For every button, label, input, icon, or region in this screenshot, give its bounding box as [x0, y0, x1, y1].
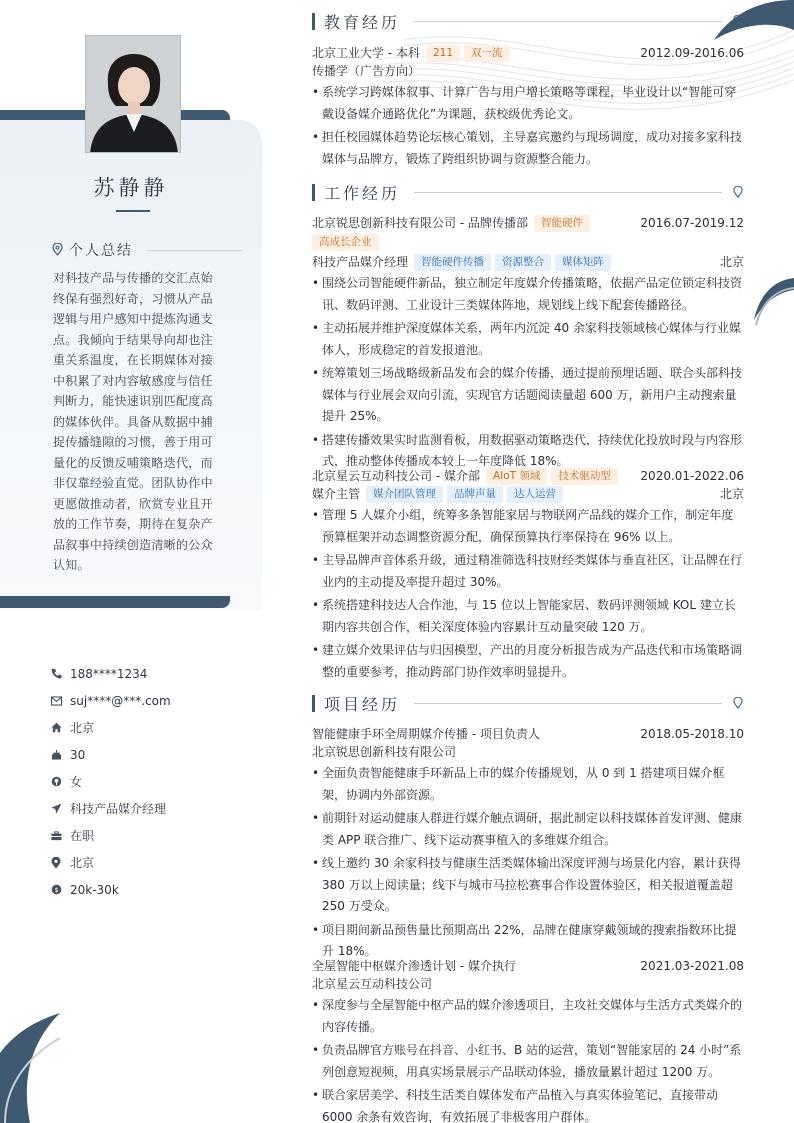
section-rule	[414, 703, 722, 704]
role-tag: 媒体矩阵	[555, 254, 611, 271]
project-name-row	[312, 725, 744, 743]
location-pin-icon	[732, 15, 744, 27]
salary-icon	[50, 884, 62, 896]
contact-text: 20k-30k	[70, 882, 119, 897]
home-icon	[50, 722, 62, 734]
contact-phone	[50, 660, 250, 687]
education-major-row	[312, 62, 744, 80]
project-bullets	[312, 995, 744, 1123]
left-sidebar	[0, 0, 262, 1123]
contact-text: 科技产品媒介经理	[70, 802, 167, 816]
contact-salary	[50, 876, 250, 903]
bullet-item: • 围绕公司智能硬件新品，独立制定年度媒介传播策略，依据产品定位锁定科技资讯、数码评测、工业设计三类媒体阵地，规划线上线下配套传播路径。	[312, 273, 744, 316]
job-role: 科技产品媒介经理	[312, 255, 409, 269]
project-date: 2018.05-2018.10	[640, 727, 744, 741]
education-school-row	[312, 44, 744, 62]
mail-icon	[50, 695, 62, 707]
company-name: 北京星云互动科技公司 - 媒介部	[312, 469, 480, 483]
gender-icon	[50, 776, 62, 788]
contact-text: 30	[70, 747, 86, 762]
role-tag: 资源整合	[495, 254, 551, 271]
summary-header-rule	[147, 250, 242, 251]
work-section-header	[312, 182, 744, 202]
work-entry-2	[312, 467, 744, 683]
contact-email	[50, 687, 250, 714]
education-date: 2012.09-2016.06	[640, 46, 744, 60]
section-rule	[414, 192, 722, 193]
job-bullets	[312, 505, 744, 683]
contact-status	[50, 822, 250, 849]
summary-title: 个人总结	[69, 243, 133, 259]
bullet-item: • 管理 5 人媒介小组，统筹多条智能家居与物联网产品线的媒介工作，制定年度预算框架并动态调整资源分配，确保预算执行率保持在 96% 以上。	[312, 505, 744, 548]
job-company-row	[312, 467, 744, 485]
job-bullets	[312, 273, 744, 473]
contact-list	[50, 660, 250, 903]
bullet-item: • 联合家居美学、科技生活类自媒体发布产品植入与真实体验笔记，直接带动 6000 余条有效咨询，有效拓展了非极客用户群体。	[312, 1085, 744, 1123]
contact-gender	[50, 768, 250, 795]
bullet-item: • 系统学习跨媒体叙事、计算广告与用户增长策略等课程，毕业设计以“智能可穿戴设备媒介通路优化”为课题，获校级优秀论文。	[312, 82, 744, 125]
location-icon	[50, 857, 62, 869]
briefcase-icon	[50, 830, 62, 842]
job-role-row	[312, 253, 744, 271]
job-date: 2020.01-2022.06	[640, 469, 744, 483]
company-name: 北京锐思创新科技有限公司 - 品牌传播部	[312, 216, 528, 230]
section-accent-bar	[312, 184, 315, 201]
bullet-item: • 项目期间新品预售量比预期高出 22%，品牌在健康穿戴领域的搜索指数环比提升 18%。	[312, 920, 744, 963]
bullet-item: • 全面负责智能健康手环新品上市的媒介传播规划，从 0 到 1 搭建项目媒介框架，协调内外部资源。	[312, 763, 744, 806]
section-accent-bar	[312, 13, 315, 30]
cake-icon	[50, 749, 62, 761]
send-icon	[50, 803, 62, 815]
location-pin-icon	[732, 186, 744, 198]
name-divider	[116, 210, 150, 212]
location-pin-icon	[52, 241, 63, 260]
role-tag: 媒介团队管理	[366, 486, 443, 503]
school-tag: 211	[426, 45, 460, 62]
bullet-item: • 前期针对运动健康人群进行媒介触点调研，据此制定以科技媒体首发评测、健康类 APP 联合推广、线下运动赛事植入的多维媒介组合。	[312, 808, 744, 851]
contact-text: suj****@***.com	[70, 693, 171, 708]
role-tag: 品牌声量	[447, 486, 503, 503]
profile-photo	[85, 35, 181, 153]
project-company-row	[312, 975, 744, 993]
projects-section-header	[312, 693, 744, 713]
summary-text: 对科技产品与传播的交汇点始终保有强烈好奇，习惯从产品逻辑与用户感知中提炼沟通支点。我倾向于结果导向却也注重关系温度，在长期媒体对接中积累了对内容敏感度与信任判断力，能快速识别匹配度高的媒体伙伴。具备从数据中捕捉传播缝隙的习惯，善于用可量化的反馈反哺策略迭代，而非仅靠经验直觉。团队协作中更愿做推动者，欣赏专业且开放的工作节奏，期待在复杂产品叙事中持续创造清晰的公众认知。	[53, 271, 213, 572]
section-accent-bar	[312, 695, 315, 712]
bullet-item: • 系统搭建科技达人合作池，与 15 位以上智能家居、数码评测领域 KOL 建立长期内容共创合作，相关深度体验内容累计互动量突破 120 万。	[312, 595, 744, 638]
company-tag: 技术驱动型	[551, 468, 618, 485]
school-name: 北京工业大学 - 本科	[312, 46, 420, 60]
contact-text: 北京	[70, 721, 95, 735]
contact-location	[50, 849, 250, 876]
contact-text: 188****1234	[70, 666, 148, 681]
location-pin-icon	[732, 697, 744, 709]
project-entry-1	[312, 725, 744, 963]
bullet-item: • 线上邀约 30 余家科技与健康生活类媒体输出深度评测与场景化内容，累计获得 380 万以上阅读量；线下与城市马拉松赛事合作设置体验区，相关报道覆盖超 250 万受众。	[312, 853, 744, 918]
bullet-item: • 担任校园媒体趋势论坛核心策划，主导嘉宾邀约与现场调度，成功对接多家科技媒体与品牌方，锻炼了跨组织协调与资源整合能力。	[312, 127, 744, 170]
phone-icon	[50, 668, 62, 680]
candidate-name: 苏静静	[93, 176, 169, 200]
summary-header	[52, 240, 242, 260]
profile-card-bottom-band	[0, 596, 230, 608]
role-tag: 达人运营	[507, 486, 563, 503]
project-company: 北京锐思创新科技有限公司	[312, 745, 457, 759]
education-bullets	[312, 82, 744, 170]
job-company-row	[312, 214, 744, 232]
role-tag: 智能硬件传播	[414, 254, 491, 271]
contact-position	[50, 795, 250, 822]
company-tag: 智能硬件	[534, 215, 590, 232]
bullet-item: • 深度参与全屋智能中枢产品的媒介渗透项目，主攻社交媒体与生活方式类媒介的内容传播。	[312, 995, 744, 1038]
contact-text: 北京	[70, 856, 95, 870]
project-entry-2	[312, 957, 744, 1123]
projects-title: 项目经历	[324, 694, 401, 714]
project-company: 北京星云互动科技公司	[312, 977, 433, 991]
right-edge-wave-decoration	[754, 270, 794, 330]
school-tag: 双一流	[464, 45, 510, 62]
contact-age	[50, 741, 250, 768]
contact-text: 女	[70, 775, 83, 789]
job-date: 2016.07-2019.12	[640, 216, 744, 230]
company-tag: 高成长企业	[312, 234, 379, 251]
bullet-item: • 负责品牌官方账号在抖音、小红书、B 站的运营，策划“智能家居的 24 小时”系列创意短视频，用真实场景展示产品联动体验，播放量累计超过 1200 万。	[312, 1040, 744, 1083]
education-entry	[312, 44, 744, 170]
project-bullets	[312, 763, 744, 963]
education-section-header	[312, 11, 744, 31]
work-title: 工作经历	[324, 183, 401, 203]
bullet-item: • 主导品牌声音体系升级，通过精准筛选科技财经类媒体与垂直社区，让品牌在行业内的主动提及率提升超过 30%。	[312, 550, 744, 593]
bullet-item: • 建立媒介效果评估与归因模型，产出的月度分析报告成为产品迭代和市场策略调整的重要参考，推动跨部门协作效率明显提升。	[312, 640, 744, 683]
svg-text:$: $	[53, 885, 59, 894]
job-role: 媒介主管	[312, 487, 361, 501]
work-entry-1	[312, 214, 744, 473]
bullet-item: • 统筹策划三场战略级新品发布会的媒介传播，通过提前预埋话题、联合头部科技媒体与行业展会双向引流，实现官方话题阅读量超 600 万，新用户主动搜索量提升 25%。	[312, 363, 744, 428]
project-date: 2021.03-2021.08	[640, 959, 744, 973]
bullet-item: • 主动拓展并维护深度媒体关系，两年内沉淀 40 余家科技领域核心媒体与行业媒体人，形成稳定的首发报道池。	[312, 318, 744, 361]
project-company-row	[312, 743, 744, 761]
bullet-item: • 搭建传播效果实时监测看板，用数据驱动策略迭代，持续优化投放时段与内容形式，推动整体传播成本较上一年度降低 18%。	[312, 430, 744, 473]
education-title: 教育经历	[324, 12, 401, 32]
project-name: 全屋智能中枢媒介渗透计划 - 媒介执行	[312, 959, 516, 973]
contact-text: 在职	[70, 829, 95, 843]
company-tag: AIoT 领域	[486, 468, 547, 485]
job-city: 北京	[719, 255, 744, 269]
job-company-tag-row	[312, 232, 744, 253]
job-role-row	[312, 485, 744, 503]
project-name-row	[312, 957, 744, 975]
job-city: 北京	[719, 487, 744, 501]
contact-residence	[50, 714, 250, 741]
major: 传播学（广告方向）	[312, 64, 421, 78]
project-name: 智能健康手环全周期媒介传播 - 项目负责人	[312, 727, 540, 741]
section-rule	[414, 21, 722, 22]
